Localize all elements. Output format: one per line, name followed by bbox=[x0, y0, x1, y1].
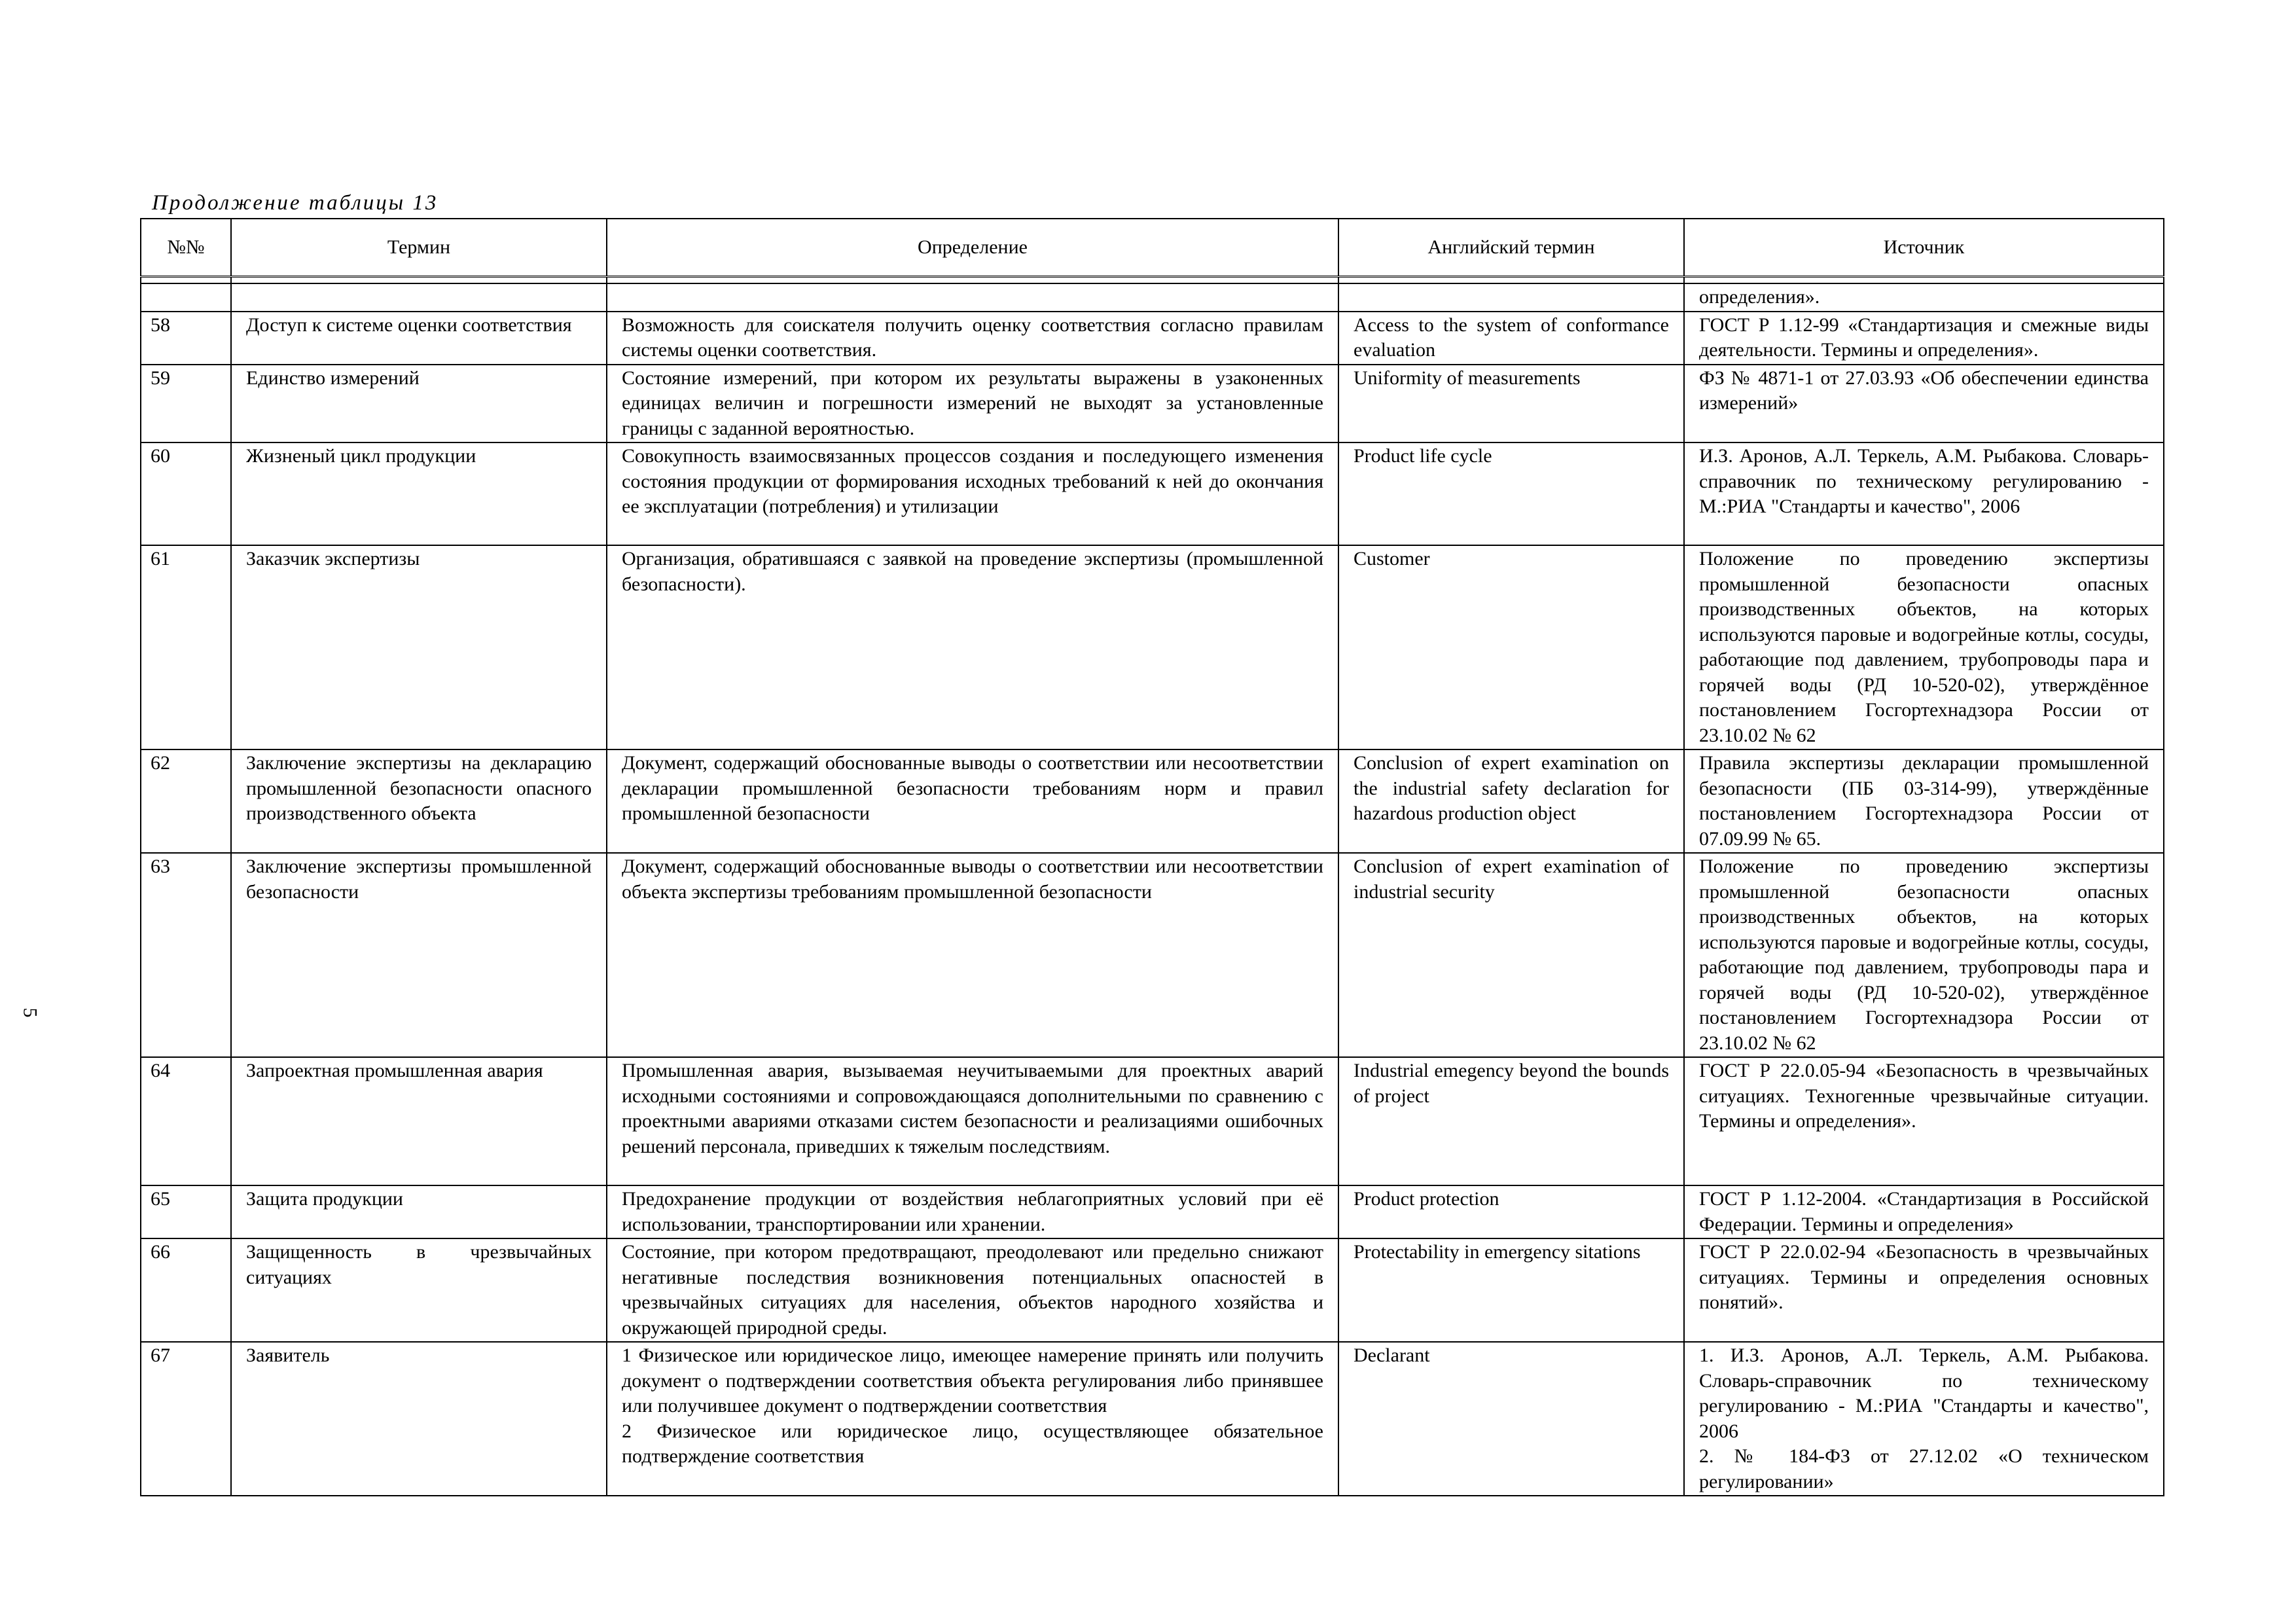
row-english: Product protection bbox=[1338, 1185, 1684, 1238]
table-row bbox=[141, 749, 2164, 853]
row-source: ГОСТ Р 22.0.02-94 «Безопасность в чрезвычайных ситуациях. Термины и определения основных понятий». bbox=[1684, 1238, 2164, 1342]
row-english: Declarant bbox=[1338, 1342, 1684, 1496]
row-term: Защищенность в чрезвычайных ситуациях bbox=[231, 1238, 607, 1342]
table-row bbox=[141, 1342, 2164, 1496]
header-term: Термин bbox=[231, 219, 607, 277]
row-definition: Организация, обратившаяся с заявкой на проведение экспертизы (промышленной безопасности). bbox=[607, 545, 1338, 749]
row-term: Запроектная промышленная авария bbox=[231, 1057, 607, 1185]
row-english: Product life cycle bbox=[1338, 442, 1684, 545]
row-definition: Документ, содержащий обоснованные выводы о соответствии или несоответствии декларации промышленной безопасности требованиям норм и правил промышленной безопасности bbox=[607, 749, 1338, 853]
row-num: 65 bbox=[141, 1185, 231, 1238]
row-definition: Совокупность взаимосвязанных процессов создания и последующего изменения состояния продукции от формирования исходных требований к ней до окончания ее эксплуатации (потребления) и утилизации bbox=[607, 442, 1338, 545]
continuation-cell: определения». bbox=[1684, 283, 2164, 312]
terms-table bbox=[140, 218, 2164, 1496]
row-term: Заявитель bbox=[231, 1342, 607, 1496]
row-english: Conclusion of expert examination on the industrial safety declaration for hazardous production object bbox=[1338, 749, 1684, 853]
row-english: Access to the system of conformance evaluation bbox=[1338, 312, 1684, 365]
header-english: Английский термин bbox=[1338, 219, 1684, 277]
definition-line: 1 Физическое или юридическое лицо, имеющее намерение принять или получить документ о подтверждении соответствия объекта регулирования либо принявшее или получившее документ о подтверждении соответствия bbox=[622, 1344, 1323, 1416]
row-term: Заключение экспертизы промышленной безопасности bbox=[231, 853, 607, 1057]
row-source: Положение по проведению экспертизы промышленной безопасности опасных производственных объектов, на которых используются паровые и водогрейные котлы, сосуды, работающие под давлением, трубопроводы пара и горячей воды (РД 10-520-02), утверждённое постановлением Госгортехнадзора России от 23.10.02 № 62 bbox=[1684, 853, 2164, 1057]
table-caption: Продолжение таблицы 13 bbox=[152, 191, 439, 215]
row-definition bbox=[607, 1342, 1338, 1496]
row-num: 63 bbox=[141, 853, 231, 1057]
row-english: Industrial emegency beyond the bounds of project bbox=[1338, 1057, 1684, 1185]
row-term: Заключение экспертизы на декларацию промышленной безопасности опасного производственного объекта bbox=[231, 749, 607, 853]
row-num: 59 bbox=[141, 365, 231, 443]
row-source: ГОСТ Р 1.12-2004. «Стандартизация в Российской Федерации. Термины и определения» bbox=[1684, 1185, 2164, 1238]
table-row bbox=[141, 1238, 2164, 1342]
table-row-continuation bbox=[141, 283, 2164, 312]
row-term: Заказчик экспертизы bbox=[231, 545, 607, 749]
row-definition: Состояние, при котором предотвращают, преодолевают или предельно снижают негативные последствия возникновения потенциальных опасностей в чрезвычайных ситуациях для населения, объектов народного хозяйства и окружающей природной среды. bbox=[607, 1238, 1338, 1342]
header-definition: Определение bbox=[607, 219, 1338, 277]
source-line: 1. И.З. Аронов, А.Л. Теркель, А.М. Рыбакова. Словарь-справочник по техническому регулированию - М.:РИА "Стандарты и качество", 2006 bbox=[1699, 1344, 2149, 1442]
header-source: Источник bbox=[1684, 219, 2164, 277]
table-row bbox=[141, 1185, 2164, 1238]
row-num: 58 bbox=[141, 312, 231, 365]
row-num: 66 bbox=[141, 1238, 231, 1342]
row-definition: Промышленная авария, вызываемая неучитываемыми для проектных аварий исходными состояниями и сопровождающаяся дополнительными по сравнению с проектными авариями отказами систем безопасности и реализациями ошибочных решений персонала, приведших к тяжелым последствиям. bbox=[607, 1057, 1338, 1185]
table-row bbox=[141, 1057, 2164, 1185]
row-definition: Предохранение продукции от воздействия неблагоприятных условий при её использовании, транспортировании или хранении. bbox=[607, 1185, 1338, 1238]
row-source: Правила экспертизы декларации промышленной безопасности (ПБ 03-314-99), утверждённые постановлением Госгортехнадзора России от 07.09.99 № 65. bbox=[1684, 749, 2164, 853]
row-num: 67 bbox=[141, 1342, 231, 1496]
source-line: 2. № 184-ФЗ от 27.12.02 «О техническом регулировании» bbox=[1699, 1445, 2149, 1492]
row-source: И.З. Аронов, А.Л. Теркель, А.М. Рыбакова. Словарь-справочник по техническому регулированию - М.:РИА "Стандарты и качество", 2006 bbox=[1684, 442, 2164, 545]
header-separator-row bbox=[141, 277, 2164, 284]
row-english: Protectability in emergency sitations bbox=[1338, 1238, 1684, 1342]
row-term: Жизненый цикл продукции bbox=[231, 442, 607, 545]
row-definition: Документ, содержащий обоснованные выводы о соответствии или несоответствии объекта экспертизы требованиям промышленной безопасности bbox=[607, 853, 1338, 1057]
row-num: 60 bbox=[141, 442, 231, 545]
row-term: Доступ к системе оценки соответствия bbox=[231, 312, 607, 365]
table-row bbox=[141, 442, 2164, 545]
table-row bbox=[141, 545, 2164, 749]
row-source: ФЗ № 4871-1 от 27.03.93 «Об обеспечении единства измерений» bbox=[1684, 365, 2164, 443]
table-header-row bbox=[141, 219, 2164, 277]
row-source: ГОСТ Р 22.0.05-94 «Безопасность в чрезвычайных ситуациях. Техногенные чрезвычайные ситуации. Термины и определения». bbox=[1684, 1057, 2164, 1185]
row-source bbox=[1684, 1342, 2164, 1496]
header-num: №№ bbox=[141, 219, 231, 277]
row-num: 62 bbox=[141, 749, 231, 853]
row-english: Customer bbox=[1338, 545, 1684, 749]
row-source: ГОСТ Р 1.12-99 «Стандартизация и смежные виды деятельности. Термины и определения». bbox=[1684, 312, 2164, 365]
row-source: Положение по проведению экспертизы промышленной безопасности опасных производственных объектов, на которых используются паровые и водогрейные котлы, сосуды, работающие под давлением, трубопроводы пара и горячей воды (РД 10-520-02), утверждённое постановлением Госгортехнадзора России от 23.10.02 № 62 bbox=[1684, 545, 2164, 749]
row-num: 64 bbox=[141, 1057, 231, 1185]
page-number: 5 bbox=[19, 1007, 41, 1018]
row-definition: Состояние измерений, при котором их результаты выражены в узаконенных единицах величин и погрешности измерений не выходят за установленные границы с заданной вероятностью. bbox=[607, 365, 1338, 443]
row-num: 61 bbox=[141, 545, 231, 749]
table-row bbox=[141, 312, 2164, 365]
row-term: Единство измерений bbox=[231, 365, 607, 443]
row-english: Conclusion of expert examination of industrial security bbox=[1338, 853, 1684, 1057]
definition-line: 2 Физическое или юридическое лицо, осуществляющее обязательное подтверждение соответствия bbox=[622, 1420, 1323, 1467]
table-row bbox=[141, 853, 2164, 1057]
row-definition: Возможность для соискателя получить оценку соответствия согласно правилам системы оценки соответствия. bbox=[607, 312, 1338, 365]
row-term: Защита продукции bbox=[231, 1185, 607, 1238]
row-english: Uniformity of measurements bbox=[1338, 365, 1684, 443]
table-row bbox=[141, 365, 2164, 443]
